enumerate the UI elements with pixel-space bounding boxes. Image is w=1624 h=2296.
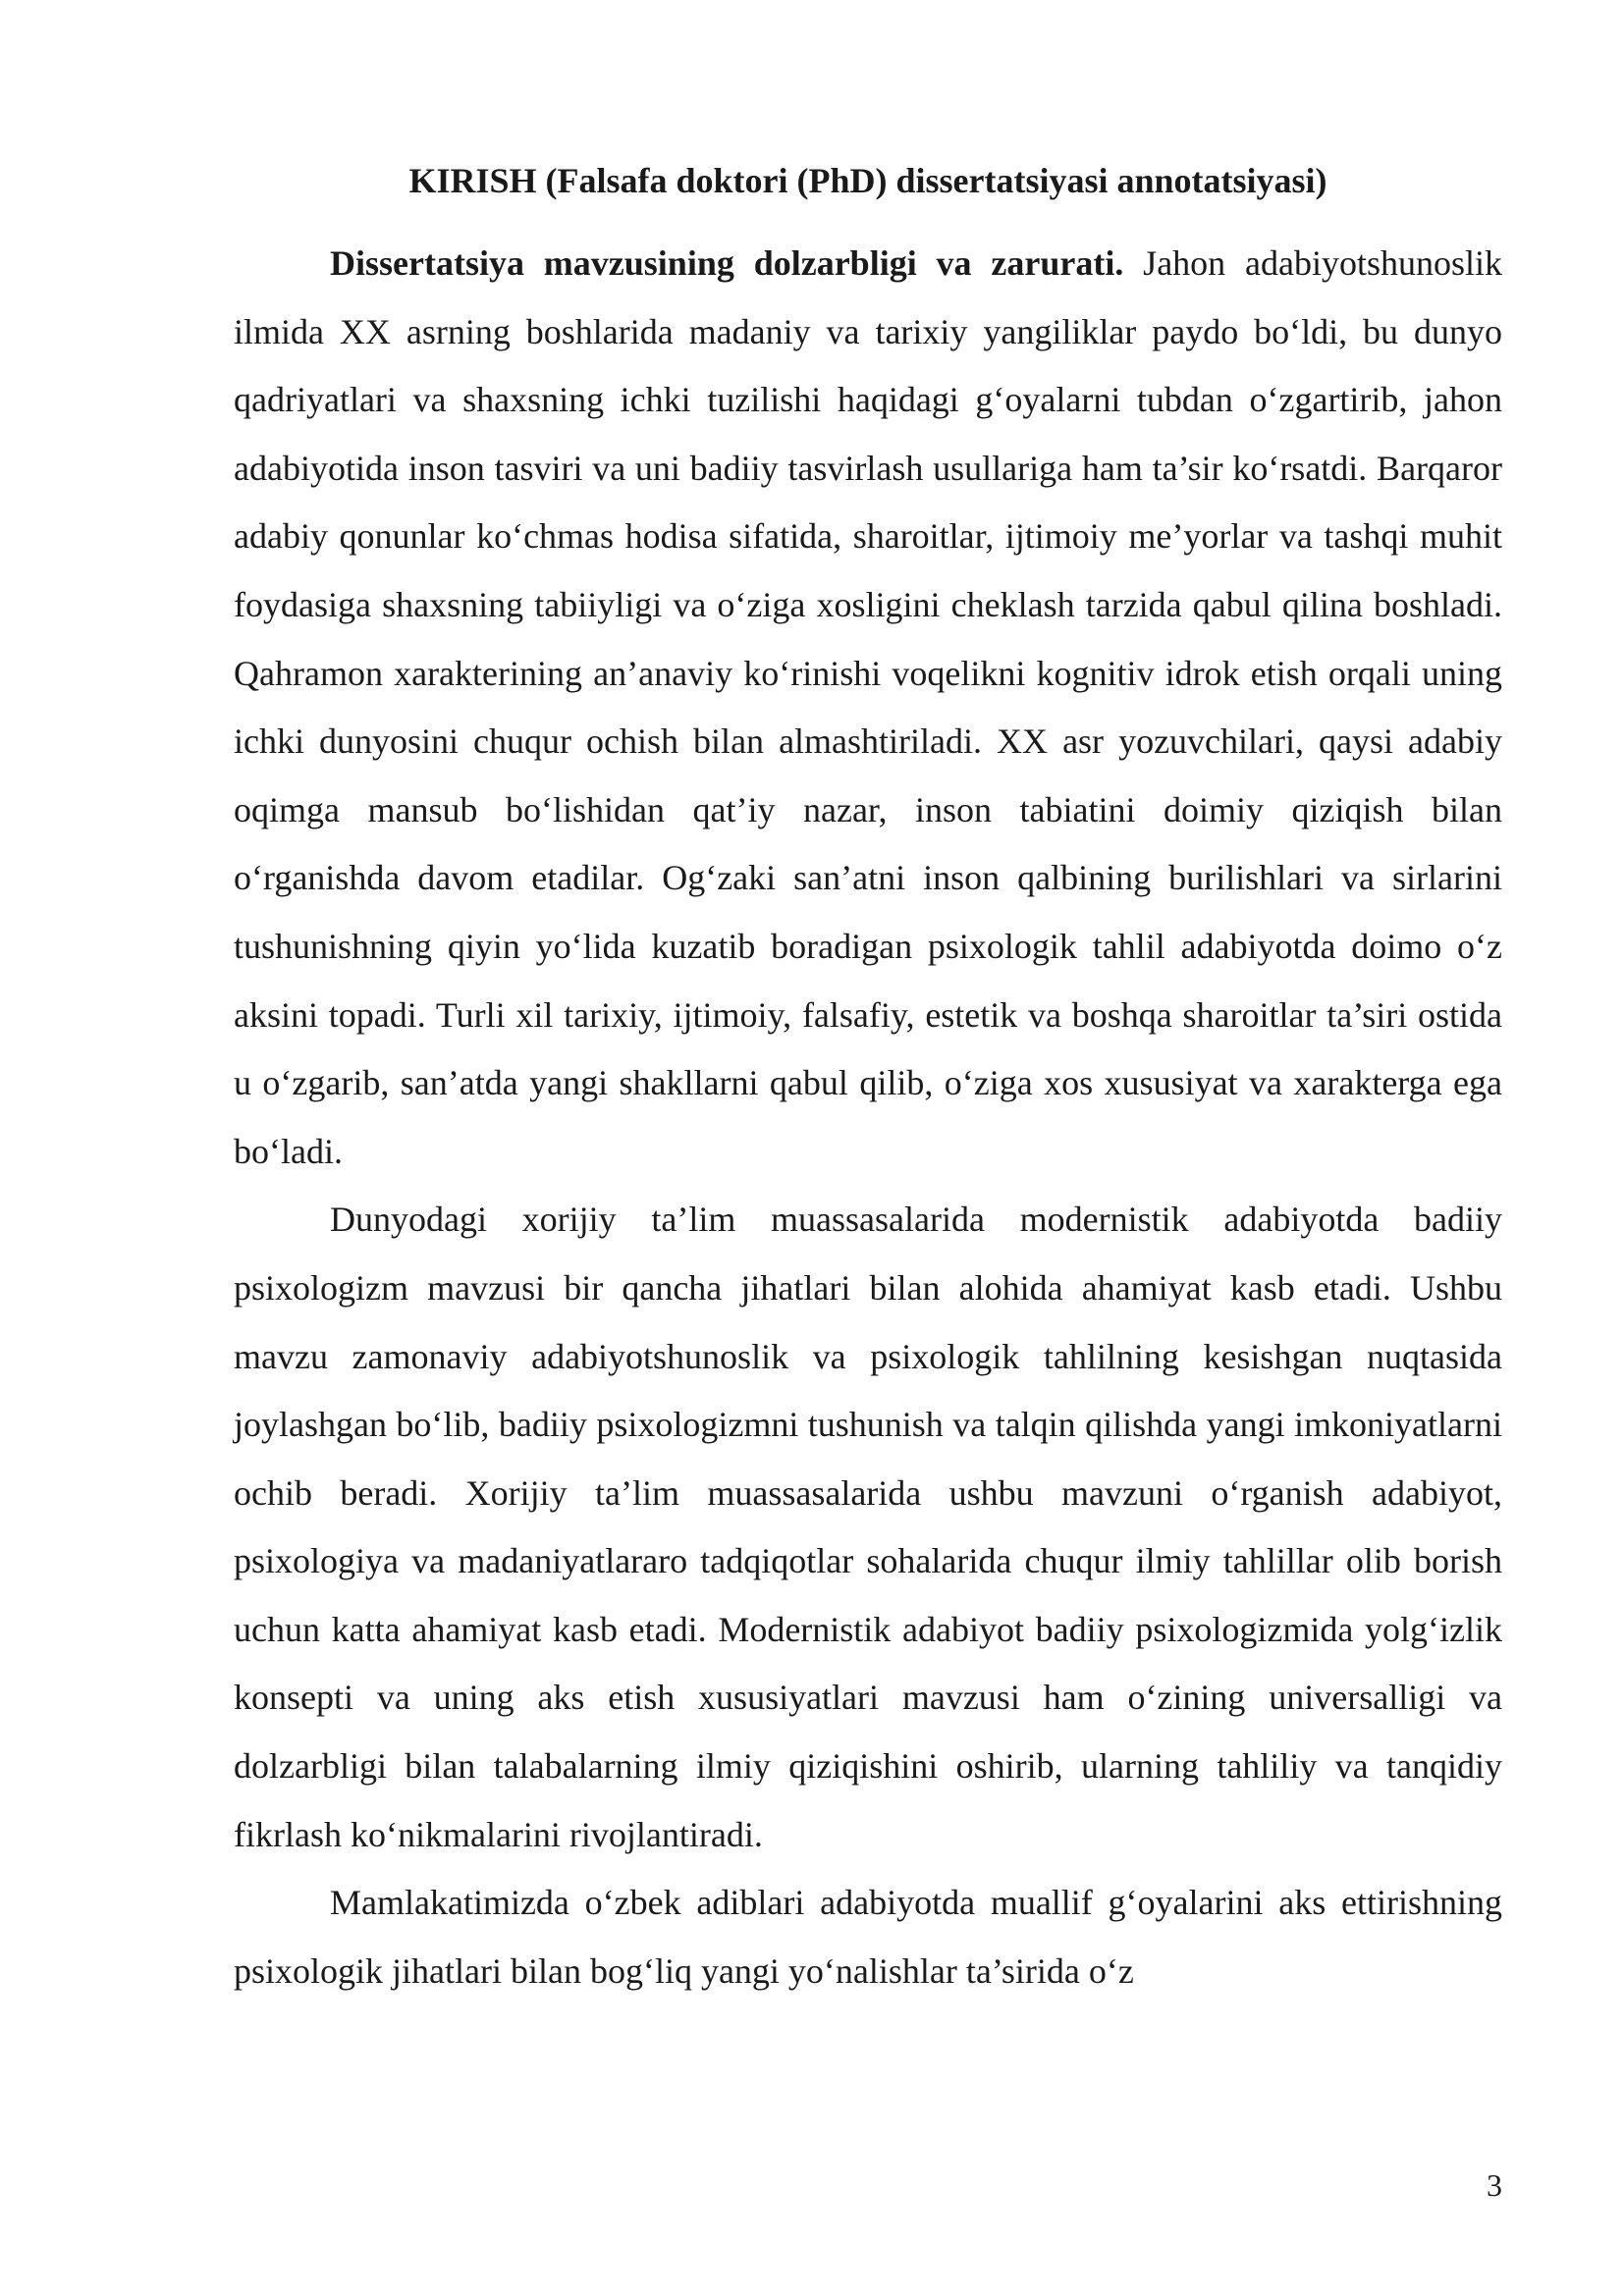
paragraph-uzbek-writers: Mamlakatimizda o‘zbek adiblari adabiyotda muallif g‘oyalarini aks ettirishning psixologik jihatlari bilan bog‘liq yangi yo‘nalishlar ta’sirida o‘z: [234, 1883, 1502, 1991]
document-page: [234, 159, 1502, 2005]
page-number: 3: [1487, 2167, 1502, 2203]
paragraph-relevance-text: Jahon adabiyotshunoslik ilmida XX asrning boshlarida madaniy va tarixiy yangiliklar paydo bo‘ldi, bu dunyo qadriyatlari va shaxsning ichki tuzilishi haqidagi g‘oyalarni tubdan o‘zgartirib, jahon adabiyotida inson tasviri va uni badiiy tasvirlash usullariga ham ta’sir ko‘rsatdi. Barqaror adabiy qonunlar ko‘chmas hodisa sifatida, sharoitlar, ijtimoiy me’yorlar va tashqi muhit foydasiga shaxsning tabiiyligi va o‘ziga xosligini cheklash tarzida qabul qilina boshladi. Qahramon xarakterining an’anaviy ko‘rinishi voqelikni kognitiv idrok etish orqali uning ichki dunyosini chuqur ochish bilan almashtiriladi. XX asr yozuvchilari, qaysi adabiy oqimga mansub bo‘lishidan qat’iy nazar, inson tabiatini doimiy qiziqish bilan o‘rganishda davom etadilar. Og‘zaki san’atni inson qalbining burilishlari va sirlarini tushunishning qiyin yo‘lida kuzatib boradigan psixologik tahlil adabiyotda doimo o‘z aksini topadi. Turli xil tarixiy, ijtimoiy, falsafiy, estetik va boshqa sharoitlar ta’siri ostida u o‘zgarib, san’atda yangi shakllarni qabul qilib, o‘ziga xos xususiyat va xarakterga ega bo‘ladi.: [234, 243, 1502, 1171]
section-heading-relevance: Dissertatsiya mavzusining dolzarbligi va zarurati.: [330, 243, 1124, 283]
paragraph-relevance: [234, 230, 1502, 1186]
paragraph-foreign-institutions: Dunyodagi xorijiy ta’lim muassasalarida modernistik adabiyotda badiiy psixologizm mavzusi bir qancha jihatlari bilan alohida ahamiyat kasb etadi. Ushbu mavzu zamonaviy adabiyotshunoslik va psixologik tahlilning kesishgan nuqtasida joylashgan bo‘lib, badiiy psixologizmni tushunish va talqin qilishda yangi imkoniyatlarni ochib beradi. Xorijiy ta’lim muassasalarida ushbu mavzuni o‘rganish adabiyot, psixologiya va madaniyatlararo tadqiqotlar sohalarida chuqur ilmiy tahlillar olib borish uchun katta ahamiyat kasb etadi. Modernistik adabiyot badiiy psixologizmida yolg‘izlik konsepti va uning aks etish xususiyatlari mavzusi ham o‘zining universalligi va dolzarbligi bilan talabalarning ilmiy qiziqishini oshirib, ularning tahliliy va tanqidiy fikrlash ko‘nikmalarini rivojlantiradi.: [234, 1200, 1502, 1854]
document-title: KIRISH (Falsafa doktori (PhD) dissertatsiyasi annotatsiyasi): [408, 161, 1327, 200]
